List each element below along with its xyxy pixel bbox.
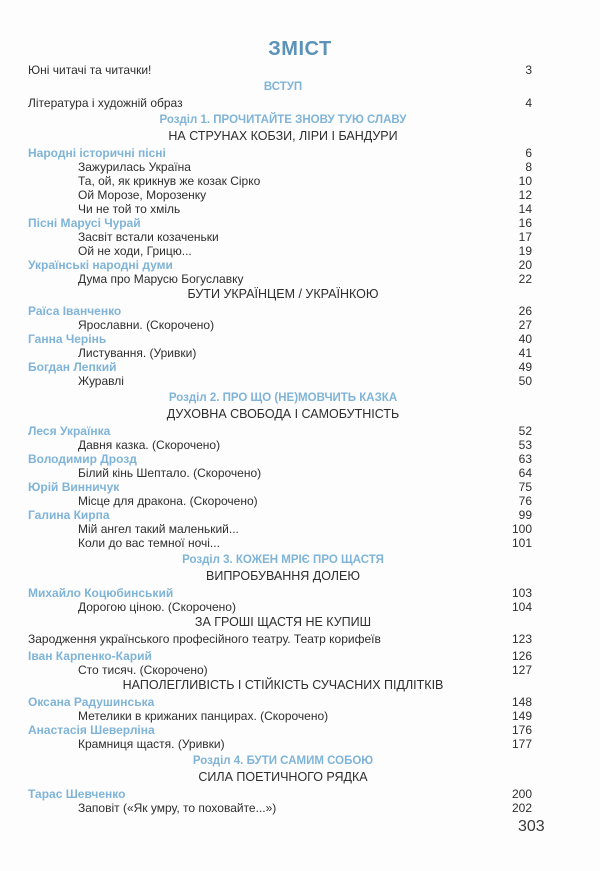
subsection-heading: СИЛА ПОЕТИЧНОГО РЯДКА [198, 770, 368, 784]
toc-entry-author[interactable] [28, 649, 538, 663]
entry-title: Михайло Коцюбинський [28, 586, 174, 600]
section-heading: Розділ 1. ПРОЧИТАЙТЕ ЗНОВУ ТУЮ СЛАВУ [159, 114, 407, 126]
entry-title: Ой Морозе, Морозенку [78, 188, 207, 202]
toc-entry-author[interactable] [28, 787, 538, 801]
entry-page-number: 99 [518, 508, 532, 522]
entry-title: Анастасія Шеверліна [28, 723, 155, 737]
toc-entry-work[interactable] [28, 522, 538, 536]
entry-page-number: 12 [518, 188, 532, 202]
entry-page-number: 20 [518, 258, 532, 272]
toc-entry-work[interactable] [28, 466, 538, 480]
toc-entry-work[interactable] [28, 600, 538, 614]
toc-entry-work[interactable] [28, 174, 538, 188]
toc-entry-author[interactable] [28, 723, 538, 737]
entry-title: Раїса Іванченко [28, 304, 122, 318]
entry-page-number: 63 [518, 452, 532, 466]
section-heading: Розділ 3. КОЖЕН МРІЄ ПРО ЩАСТЯ [182, 554, 384, 566]
toc-entry-author[interactable] [28, 452, 538, 466]
subsection-heading: ЗА ГРОШІ ЩАСТЯ НЕ КУПИШ [194, 615, 372, 629]
toc-entry-item[interactable] [28, 632, 538, 646]
section-heading: Розділ 2. ПРО ЩО (НЕ)МОВЧИТЬ КАЗКА [168, 392, 398, 404]
toc-entry-author[interactable] [28, 360, 538, 374]
subsection-heading: БУТИ УКРАЇНЦЕМ / УКРАЇНКОЮ [187, 287, 379, 301]
entry-title: Журавлі [78, 374, 124, 388]
entry-page-number: 127 [511, 663, 532, 677]
entry-title: Ой не ходи, Грицю... [78, 244, 192, 258]
entry-title: Білий кінь Шептало. (Скорочено) [78, 466, 262, 480]
toc-entry-work[interactable] [28, 663, 538, 677]
entry-page-number: 52 [518, 424, 532, 438]
entry-page-number: 16 [518, 216, 532, 230]
entry-page-number: 49 [518, 360, 532, 374]
entry-title: Народні історичні пісні [28, 146, 166, 160]
entry-page-number: 4 [525, 96, 532, 110]
entry-title: Дума про Марусю Богуславку [78, 272, 244, 286]
entry-page-number: 101 [511, 536, 532, 550]
entry-page-number: 202 [511, 801, 532, 815]
entry-page-number: 19 [518, 244, 532, 258]
section-heading: ВСТУП [263, 81, 303, 93]
toc-entry-work[interactable] [28, 346, 538, 360]
entry-page-number: 64 [518, 466, 532, 480]
entry-page-number: 76 [518, 494, 532, 508]
entry-title: Ярославни. (Скорочено) [78, 318, 215, 332]
entry-title: Богдан Лепкий [28, 360, 117, 374]
entry-title: Мій ангел такий маленький... [78, 522, 239, 536]
entry-page-number: 149 [511, 709, 532, 723]
toc-entry-work[interactable] [28, 318, 538, 332]
entry-title: Коли до вас темної ночі... [78, 536, 220, 550]
toc-entry-author[interactable] [28, 332, 538, 346]
entry-title: Та, ой, як крикнув же козак Сірко [78, 174, 261, 188]
toc-entry-work[interactable] [28, 160, 538, 174]
entry-title: Зажурилась Україна [78, 160, 191, 174]
entry-title: Іван Карпенко-Карий [28, 649, 152, 663]
entry-title: Ганна Черінь [28, 332, 107, 346]
entry-page-number: 27 [518, 318, 532, 332]
toc-entry-work[interactable] [28, 272, 538, 286]
entry-page-number: 17 [518, 230, 532, 244]
toc-entry-work[interactable] [28, 374, 538, 388]
toc-entry-author[interactable] [28, 146, 538, 160]
entry-page-number: 75 [518, 480, 532, 494]
toc-entry-author[interactable] [28, 508, 538, 522]
entry-page-number: 53 [518, 438, 532, 452]
entry-title: Листування. (Уривки) [78, 346, 197, 360]
entry-page-number: 26 [518, 304, 532, 318]
entry-page-number: 41 [518, 346, 532, 360]
entry-page-number: 8 [525, 160, 532, 174]
entry-title: Леся Українка [28, 424, 111, 438]
entry-title: Галина Кирпа [28, 508, 110, 522]
entry-title: Давня казка. (Скорочено) [78, 438, 221, 452]
entry-title: Володимир Дрозд [28, 452, 137, 466]
entry-page-number: 3 [525, 63, 532, 77]
entry-page-number: 6 [525, 146, 532, 160]
page-number: 303 [518, 818, 545, 835]
entry-page-number: 50 [518, 374, 532, 388]
toc-entry-item[interactable] [28, 63, 538, 77]
toc-entry-work[interactable] [28, 230, 538, 244]
subsection-heading: ВИПРОБУВАННЯ ДОЛЕЮ [206, 569, 360, 583]
entry-title: Юні читачі та читачки! [28, 63, 152, 77]
table-of-contents [28, 63, 538, 815]
entry-title: Засвіт встали козаченьки [78, 230, 219, 244]
entry-page-number: 104 [511, 600, 532, 614]
entry-page-number: 103 [511, 586, 532, 600]
toc-entry-author[interactable] [28, 480, 538, 494]
toc-entry-work[interactable] [28, 737, 538, 751]
entry-title: Українські народні думи [28, 258, 173, 272]
subsection-heading: НАПОЛЕГЛИВІСТЬ І СТІЙКІСТЬ СУЧАСНИХ ПІДЛІТКІВ [122, 678, 444, 692]
subsection-heading: НА СТРУНАХ КОБЗИ, ЛІРИ І БАНДУРИ [168, 129, 398, 143]
entry-page-number: 148 [511, 695, 532, 709]
entry-title: Пісні Марусі Чурай [28, 216, 141, 230]
toc-entry-author[interactable] [28, 695, 538, 709]
subsection-heading: ДУХОВНА СВОБОДА І САМОБУТНІСТЬ [166, 407, 400, 421]
section-heading: Розділ 4. БУТИ САМИМ СОБОЮ [192, 755, 374, 767]
entry-page-number: 40 [518, 332, 532, 346]
entry-title: Чи не той то хміль [78, 202, 181, 216]
entry-title: Крамниця щастя. (Уривки) [78, 737, 225, 751]
entry-page-number: 177 [511, 737, 532, 751]
entry-title: Юрій Винничук [28, 480, 120, 494]
entry-page-number: 10 [518, 174, 532, 188]
entry-page-number: 200 [511, 787, 532, 801]
entry-page-number: 126 [511, 649, 532, 663]
toc-entry-work[interactable] [28, 801, 538, 815]
entry-page-number: 22 [518, 272, 532, 286]
entry-title: Тарас Шевченко [28, 787, 126, 801]
entry-title: Місце для дракона. (Скорочено) [78, 494, 258, 508]
toc-entry-work[interactable] [28, 709, 538, 723]
entry-title: Зародження українського професійного театру. Театр корифеїв [28, 632, 381, 646]
toc-entry-work[interactable] [28, 438, 538, 452]
toc-entry-author[interactable] [28, 258, 538, 272]
toc-entry-work[interactable] [28, 188, 538, 202]
toc-entry-author[interactable] [28, 216, 538, 230]
page-title: ЗМІСТ [268, 38, 332, 60]
entry-title: Заповіт («Як умру, то поховайте...») [78, 801, 277, 815]
entry-title: Дорогою ціною. (Скорочено) [78, 600, 236, 614]
entry-title: Література і художній образ [28, 96, 183, 110]
toc-entry-work[interactable] [28, 536, 538, 550]
entry-title: Метелики в крижаних панцирах. (Скорочено) [78, 709, 329, 723]
toc-entry-work[interactable] [28, 244, 538, 258]
entry-page-number: 14 [518, 202, 532, 216]
toc-entry-work[interactable] [28, 202, 538, 216]
toc-entry-author[interactable] [28, 304, 538, 318]
entry-page-number: 176 [511, 723, 532, 737]
toc-entry-item[interactable] [28, 96, 538, 110]
entry-title: Оксана Радушинська [28, 695, 155, 709]
toc-entry-work[interactable] [28, 494, 538, 508]
entry-page-number: 123 [511, 632, 532, 646]
entry-title: Сто тисяч. (Скорочено) [78, 663, 208, 677]
toc-entry-author[interactable] [28, 424, 538, 438]
entry-page-number: 100 [511, 522, 532, 536]
toc-entry-author[interactable] [28, 586, 538, 600]
